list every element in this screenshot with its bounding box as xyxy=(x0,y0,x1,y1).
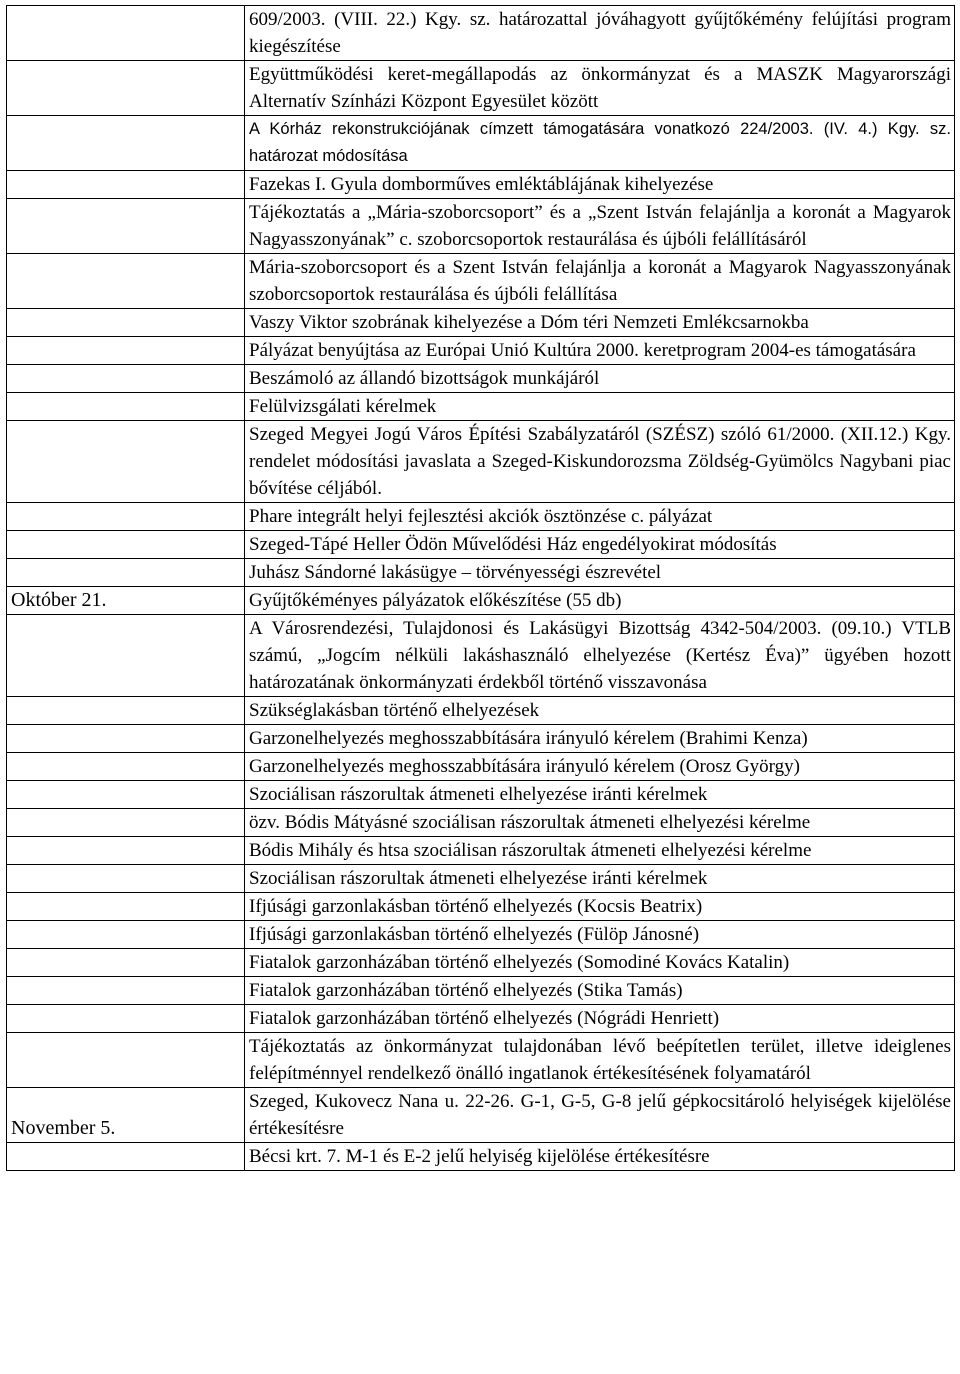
agenda-item-cell xyxy=(245,977,955,1005)
meeting-date-cell xyxy=(7,1033,245,1088)
meeting-date-cell xyxy=(7,725,245,753)
agenda-row xyxy=(7,893,955,921)
agenda-row xyxy=(7,1143,955,1171)
meeting-date-cell xyxy=(7,171,245,199)
meeting-date-cell xyxy=(7,949,245,977)
agenda-item-cell xyxy=(245,116,955,171)
agenda-item-text: Pályázat benyújtása az Európai Unió Kultúra 2000. keretprogram 2004-es támogatására xyxy=(249,340,916,361)
meeting-date-cell xyxy=(7,559,245,587)
meeting-date-cell xyxy=(7,697,245,725)
agenda-item-text: 609/2003. (VIII. 22.) Kgy. sz. határozattal jóváhagyott gyűjtőkémény felújítási program kiegészítése xyxy=(249,9,951,57)
meeting-date-cell xyxy=(7,531,245,559)
agenda-item-text: Phare integrált helyi fejlesztési akciók ösztönzése c. pályázat xyxy=(249,506,713,527)
agenda-item-cell xyxy=(245,865,955,893)
meeting-date-cell xyxy=(7,809,245,837)
agenda-item-text: Garzonelhelyezés meghosszabbítására irányuló kérelem (Brahimi Kenza) xyxy=(249,728,808,749)
agenda-item-text: Fiatalok garzonházában történő elhelyezés (Somodiné Kovács Katalin) xyxy=(249,952,790,973)
agenda-row xyxy=(7,503,955,531)
meeting-date-cell xyxy=(7,199,245,254)
agenda-item-text: Szeged-Tápé Heller Ödön Művelődési Ház engedélyokirat módosítás xyxy=(249,534,777,555)
agenda-item-cell xyxy=(245,421,955,503)
agenda-row xyxy=(7,309,955,337)
agenda-item-text: Juhász Sándorné lakásügye – törvényességi észrevétel xyxy=(249,562,662,583)
agenda-row xyxy=(7,753,955,781)
agenda-item-text: Szociálisan rászorultak átmeneti elhelyezése iránti kérelmek xyxy=(249,868,708,889)
agenda-row xyxy=(7,1088,955,1143)
meeting-date-cell xyxy=(7,254,245,309)
agenda-item-text: Gyűjtőkéményes pályázatok előkészítése (55 db) xyxy=(249,590,622,611)
agenda-item-cell xyxy=(245,893,955,921)
agenda-item-cell xyxy=(245,781,955,809)
meeting-date-cell xyxy=(7,977,245,1005)
agenda-row xyxy=(7,116,955,171)
agenda-item-cell xyxy=(245,753,955,781)
agenda-item-text: Garzonelhelyezés meghosszabbítására irányuló kérelem (Orosz György) xyxy=(249,756,800,777)
agenda-item-cell xyxy=(245,171,955,199)
agenda-item-text: Bódis Mihály és htsa szociálisan rászorultak átmeneti elhelyezési kérelme xyxy=(249,840,812,861)
agenda-row xyxy=(7,6,955,61)
meeting-date-cell xyxy=(7,337,245,365)
meeting-date-cell xyxy=(7,365,245,393)
agenda-row xyxy=(7,365,955,393)
agenda-item-cell xyxy=(245,1143,955,1171)
agenda-item-text: Tájékoztatás az önkormányzat tulajdonában lévő beépítetlen terület, illetve ideiglenes felépítménnyel rendelkező önálló ingatlanok értékesítésének folyamatáról xyxy=(249,1036,951,1084)
agenda-item-cell xyxy=(245,309,955,337)
agenda-item-text: Fiatalok garzonházában történő elhelyezés (Stika Tamás) xyxy=(249,980,683,1001)
agenda-item-cell xyxy=(245,254,955,309)
meeting-date-cell: November 5. xyxy=(7,1088,245,1143)
agenda-item-cell xyxy=(245,559,955,587)
agenda-row xyxy=(7,587,955,615)
agenda-row xyxy=(7,1033,955,1088)
meeting-date-cell xyxy=(7,393,245,421)
agenda-row xyxy=(7,337,955,365)
agenda-item-cell xyxy=(245,949,955,977)
meeting-date-cell xyxy=(7,503,245,531)
agenda-row xyxy=(7,837,955,865)
agenda-item-cell xyxy=(245,725,955,753)
meeting-date-cell xyxy=(7,781,245,809)
agenda-item-text: Szeged, Kukovecz Nana u. 22-26. G-1, G-5, G-8 jelű gépkocsitároló helyiségek kijelölése értékesítésre xyxy=(249,1091,951,1139)
agenda-row xyxy=(7,781,955,809)
agenda-row xyxy=(7,949,955,977)
agenda-item-text: Vaszy Viktor szobrának kihelyezése a Dóm téri Nemzeti Emlékcsarnokba xyxy=(249,312,809,333)
agenda-row xyxy=(7,421,955,503)
agenda-table xyxy=(6,5,955,1171)
agenda-item-cell xyxy=(245,1088,955,1143)
agenda-item-text: A Kórház rekonstrukciójának címzett támogatására vonatkozó 224/2003. (IV. 4.) Kgy. sz. határozat módosítása xyxy=(249,120,951,165)
agenda-row xyxy=(7,921,955,949)
agenda-item-text: Szociálisan rászorultak átmeneti elhelyezése iránti kérelmek xyxy=(249,784,708,805)
agenda-item-text: Szükséglakásban történő elhelyezések xyxy=(249,700,540,721)
agenda-item-text: Fazekas I. Gyula domborműves emléktáblájának kihelyezése xyxy=(249,174,714,195)
meeting-date-cell xyxy=(7,753,245,781)
agenda-item-text: Szeged Megyei Jogú Város Építési Szabályzatáról (SZÉSZ) szóló 61/2000. (XII.12.) Kgy. rendelet módosítási javaslata a Szeged-Kiskundorozsma Zöldség-Gyümölcs Nagybani piac bővítése céljából. xyxy=(249,424,951,499)
meeting-date-cell xyxy=(7,921,245,949)
meeting-date-cell xyxy=(7,1143,245,1171)
agenda-row xyxy=(7,199,955,254)
agenda-item-text: Tájékoztatás a „Mária-szoborcsoport” és a „Szent István felajánlja a koronát a Magyarok Nagyasszonyának” c. szoborcsoportok restaurálása és újbóli felállításáról xyxy=(249,202,951,250)
meeting-date-cell xyxy=(7,1005,245,1033)
meeting-date-cell xyxy=(7,309,245,337)
meeting-date-cell xyxy=(7,893,245,921)
meeting-date-cell xyxy=(7,6,245,61)
meeting-date-cell xyxy=(7,421,245,503)
agenda-row xyxy=(7,531,955,559)
agenda-item-text: Mária-szoborcsoport és a Szent István felajánlja a koronát a Magyarok Nagyasszonyának szoborcsoportok restaurálása és újbóli felállítása xyxy=(249,257,951,305)
agenda-item-text: Együttműködési keret-megállapodás az önkormányzat és a MASZK Magyarországi Alternatív Színházi Központ Egyesület között xyxy=(249,64,951,112)
agenda-item-text: Ifjúsági garzonlakásban történő elhelyezés (Fülöp Jánosné) xyxy=(249,924,700,945)
agenda-item-cell xyxy=(245,61,955,116)
agenda-item-text: Bécsi krt. 7. M-1 és E-2 jelű helyiség kijelölése értékesítésre xyxy=(249,1146,710,1167)
agenda-item-cell xyxy=(245,6,955,61)
agenda-item-cell xyxy=(245,697,955,725)
agenda-row xyxy=(7,171,955,199)
agenda-item-text: Felülvizsgálati kérelmek xyxy=(249,396,437,417)
agenda-item-cell xyxy=(245,809,955,837)
agenda-item-text: özv. Bódis Mátyásné szociálisan rászorultak átmeneti elhelyezési kérelme xyxy=(249,812,811,833)
agenda-row xyxy=(7,559,955,587)
meeting-date-cell: Október 21. xyxy=(7,587,245,615)
agenda-item-cell xyxy=(245,921,955,949)
agenda-row xyxy=(7,393,955,421)
agenda-item-cell xyxy=(245,393,955,421)
agenda-item-cell xyxy=(245,615,955,697)
agenda-row xyxy=(7,61,955,116)
agenda-row xyxy=(7,697,955,725)
agenda-row xyxy=(7,615,955,697)
agenda-row xyxy=(7,725,955,753)
agenda-row xyxy=(7,865,955,893)
agenda-row xyxy=(7,977,955,1005)
agenda-item-text: Ifjúsági garzonlakásban történő elhelyezés (Kocsis Beatrix) xyxy=(249,896,703,917)
meeting-date-cell xyxy=(7,865,245,893)
agenda-row xyxy=(7,1005,955,1033)
meeting-date-cell xyxy=(7,615,245,697)
agenda-item-text: Beszámoló az állandó bizottságok munkájáról xyxy=(249,368,600,389)
agenda-item-cell xyxy=(245,837,955,865)
agenda-item-cell xyxy=(245,587,955,615)
agenda-item-cell xyxy=(245,503,955,531)
meeting-date-cell xyxy=(7,61,245,116)
meeting-date-cell xyxy=(7,837,245,865)
agenda-row xyxy=(7,809,955,837)
agenda-table-body xyxy=(7,6,955,1171)
agenda-item-cell xyxy=(245,199,955,254)
agenda-item-cell xyxy=(245,365,955,393)
agenda-item-text: Fiatalok garzonházában történő elhelyezés (Nógrádi Henriett) xyxy=(249,1008,720,1029)
meeting-date-cell xyxy=(7,116,245,171)
agenda-row xyxy=(7,254,955,309)
agenda-item-cell xyxy=(245,531,955,559)
agenda-item-cell xyxy=(245,337,955,365)
agenda-item-cell xyxy=(245,1033,955,1088)
agenda-item-text: A Városrendezési, Tulajdonosi és Lakásügyi Bizottság 4342-504/2003. (09.10.) VTLB számú, „Jogcím nélküli lakáshasználó elhelyezése (Kertész Éva)” ügyében hozott határozatának önkormányzati érdekből történő visszavonása xyxy=(249,618,951,693)
agenda-item-cell xyxy=(245,1005,955,1033)
